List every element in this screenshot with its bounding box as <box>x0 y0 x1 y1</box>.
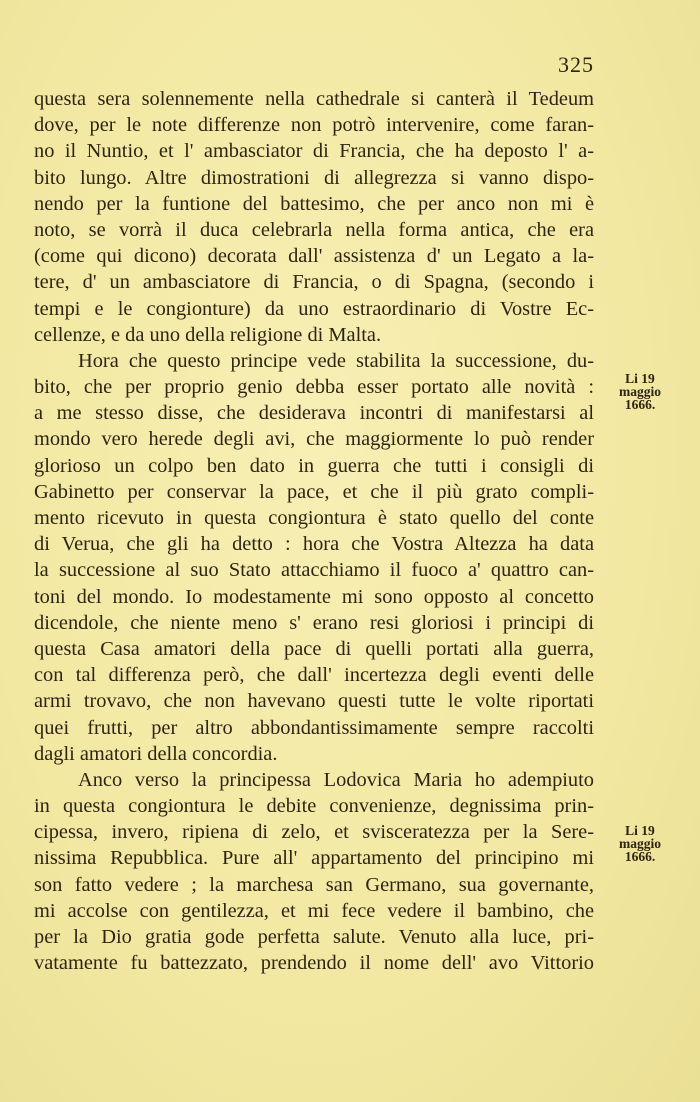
text-line: dicendole, che niente meno s' erano resi gloriosi i principi di <box>34 611 594 634</box>
text-line: cipessa, invero, ripiena di zelo, et svisceratezza per la Sere- <box>34 821 594 844</box>
text-line: Gabinetto per conservar la pace, et che il più grato compli- <box>34 480 594 503</box>
text-line: questa Casa amatori della pace di quelli portati alla guerra, <box>34 637 594 660</box>
text-line: mento ricevuto in questa congiontura è stato quello del conte <box>34 507 594 529</box>
text-line: questa sera solennemente nella cathedrale si canterà il Tedeum <box>34 88 594 110</box>
text-line: per la Dio gratia gode perfetta salute. Venuto alla luce, pri- <box>34 926 594 948</box>
text-line: Anco verso la principessa Lodovica Maria ho adempiuto <box>78 768 594 791</box>
margin-note-year: 1666. <box>624 397 656 412</box>
text-line: di Verua, che gli ha detto : hora che Vostra Altezza ha data <box>34 533 594 556</box>
text-line: mi accolse con gentilezza, et mi fece vedere il bambino, che <box>34 899 594 922</box>
text-line: son fatto vedere ; la marchesa san Germano, sua governante, <box>34 873 594 896</box>
margin-note-year: 1666. <box>624 849 656 864</box>
text-line: tere, d' un ambasciatore di Francia, o di Spagna, (secondo i <box>34 271 594 294</box>
paragraph-1 <box>34 86 594 348</box>
margin-note-day: Li 19 <box>625 371 655 386</box>
text-column <box>34 86 594 976</box>
margin-date-note <box>612 824 668 863</box>
text-line: vatamente fu battezzato, prendendo il nome dell' avo Vittorio <box>34 952 594 975</box>
text-line: glorioso un colpo ben dato in guerra che tutti i consigli di <box>34 454 594 477</box>
text-line: a me stesso disse, che desiderava incontri di manifestarsi al <box>34 402 594 425</box>
text-line: con tal differenza però, che dall' incertezza degli eventi delle <box>34 664 594 687</box>
margin-note-month: maggio <box>619 384 661 399</box>
paragraph-2 <box>34 348 594 767</box>
text-line: dagli amatori della concordia. <box>34 742 278 765</box>
text-line: la successione al suo Stato attacchiamo il fuoco a' quattro can- <box>34 559 594 582</box>
text-line: (come qui dicono) decorata dall' assistenza d' un Legato a la- <box>34 245 594 268</box>
text-line: nissima Repubblica. Pure all' appartamento del principino mi <box>34 847 594 870</box>
text-line: toni del mondo. Io modestamente mi sono opposto al concetto <box>34 585 594 608</box>
text-line: noto, se vorrà il duca celebrarla nella forma antica, che era <box>34 218 594 241</box>
margin-note-month: maggio <box>619 836 661 851</box>
page-number: 325 <box>558 52 594 77</box>
text-line: bito lungo. Altre dimostrationi di allegrezza si vanno dispo- <box>34 166 594 189</box>
margin-date-note <box>612 372 668 411</box>
text-line: bito, che per proprio genio debba esser portato alle novità : <box>34 376 594 399</box>
text-line: cellenze, e da uno della religione di Malta. <box>34 323 382 346</box>
text-line: dove, per le note differenze non potrò intervenire, come faran- <box>34 114 594 137</box>
text-line: tempi e le congionture) da uno estraordinario di Vostre Ec- <box>34 297 594 320</box>
text-line: in questa congiontura le debite convenienze, degnissima prin- <box>34 795 594 818</box>
text-line: Hora che questo principe vede stabilita la successione, du- <box>78 349 594 372</box>
margin-note-day: Li 19 <box>625 823 655 838</box>
text-line: no il Nuntio, et l' ambasciator di Francia, che ha deposto l' a- <box>34 140 594 163</box>
paragraph-3 <box>34 767 594 977</box>
text-line: nendo per la funtione del battesimo, che per anco non mi è <box>34 192 594 215</box>
text-line: mondo vero herede degli avi, che maggiormente lo può render <box>34 428 594 451</box>
text-line: quei frutti, per altro abbondantissimamente sempre raccolti <box>34 716 594 739</box>
text-line: armi trovavo, che non havevano questi tutte le volte riportati <box>34 690 594 713</box>
